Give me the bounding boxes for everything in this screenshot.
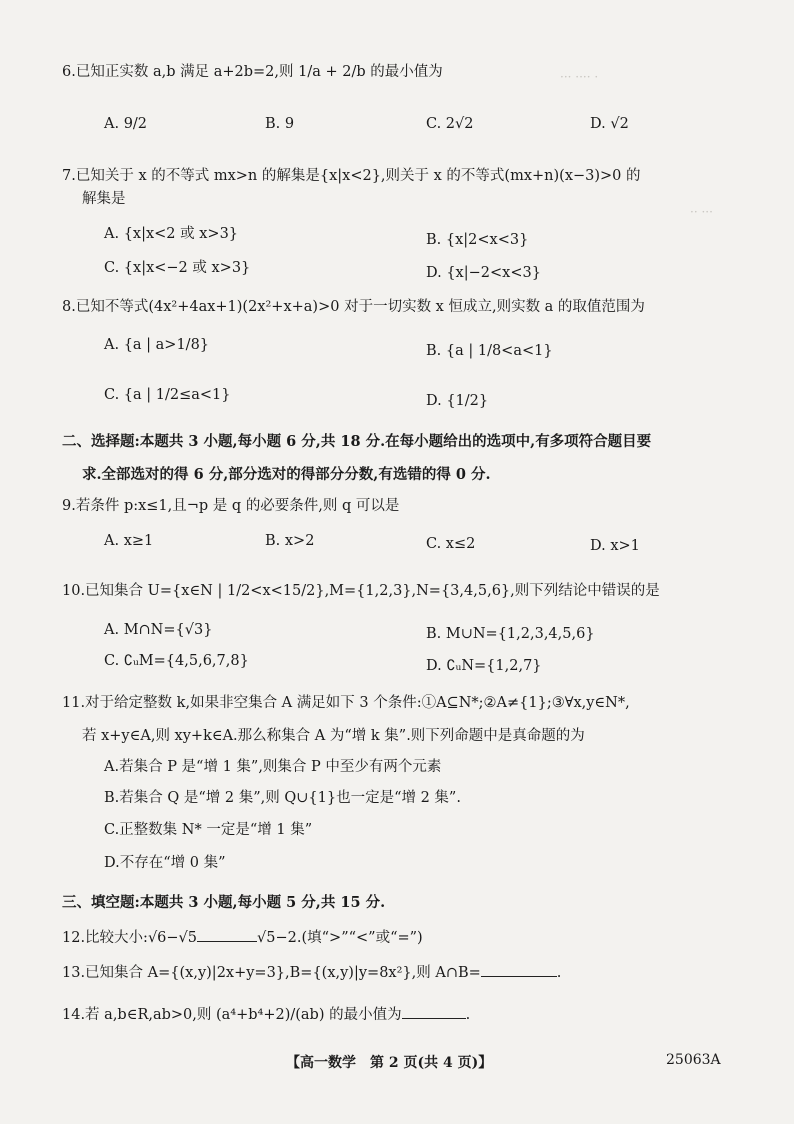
footer-exam-code: 25063A — [666, 1052, 721, 1068]
q12-stem-post: √5−2.(填“>”“<”或“=”) — [257, 930, 423, 946]
bleed-through-mark: ··· ···· · — [560, 70, 599, 84]
q8-option-a: A. {a | a>1/8} — [104, 337, 210, 353]
q11-option-b: B.若集合 Q 是“增 2 集”,则 Q∪{1}也一定是“增 2 集”. — [104, 790, 461, 806]
q7-stem-line1: 7.已知关于 x 的不等式 mx>n 的解集是{x|x<2},则关于 x 的不等式(mx+n)(x−3)>0 的 — [62, 168, 641, 184]
q13-stem — [62, 962, 561, 983]
q6-option-c: C. 2√2 — [426, 116, 474, 132]
q9-stem: 9.若条件 p:x≤1,且¬p 是 q 的必要条件,则 q 可以是 — [62, 498, 400, 514]
q9-option-a: A. x≥1 — [104, 533, 154, 549]
q9-option-b: B. x>2 — [265, 533, 315, 549]
q12-stem-pre: 12.比较大小:√6−√5 — [62, 930, 198, 946]
q10-option-a: A. M∩N={√3} — [104, 622, 213, 638]
q11-option-d: D.不存在“增 0 集” — [104, 855, 226, 871]
q8-option-c: C. {a | 1/2≤a<1} — [104, 387, 231, 403]
q7-option-d: D. {x|−2<x<3} — [426, 265, 541, 281]
q8-stem: 8.已知不等式(4x²+4ax+1)(2x²+x+a)>0 对于一切实数 x 恒成立,则实数 a 的取值范围为 — [62, 299, 645, 315]
q13-answer-blank[interactable] — [481, 962, 557, 977]
q14-stem-pre: 14.若 a,b∈R,ab>0,则 (a⁴+b⁴+2)/(ab) 的最小值为 — [62, 1007, 402, 1023]
q7-stem-line2: 解集是 — [82, 191, 126, 207]
q14-answer-blank[interactable] — [402, 1004, 466, 1019]
q7-option-c: C. {x|x<−2 或 x>3} — [104, 260, 251, 276]
q10-option-b: B. M∪N={1,2,3,4,5,6} — [426, 626, 595, 642]
q11-stem-line1: 11.对于给定整数 k,如果非空集合 A 满足如下 3 个条件:①A⊆N*;②A≠{1};③∀x,y∈N*, — [62, 695, 630, 711]
q10-option-d: D. ∁ᵤN={1,2,7} — [426, 658, 542, 674]
q10-stem: 10.已知集合 U={x∈N | 1/2<x<15/2},M={1,2,3},N={3,4,5,6},则下列结论中错误的是 — [62, 583, 660, 599]
footer-page-label: 【高一数学 第 2 页(共 4 页)】 — [286, 1055, 493, 1071]
q11-option-c: C.正整数集 N* 一定是“增 1 集” — [104, 822, 313, 838]
q11-option-a: A.若集合 P 是“增 1 集”,则集合 P 中至少有两个元素 — [104, 759, 442, 775]
q12-stem — [62, 927, 423, 948]
q6-option-b: B. 9 — [265, 116, 295, 132]
q6-option-a: A. 9/2 — [104, 116, 148, 132]
q11-stem-line2: 若 x+y∈A,则 xy+k∈A.那么称集合 A 为“增 k 集”.则下列命题中是真命题的为 — [82, 728, 585, 744]
section2-heading-line1: 二、选择题:本题共 3 小题,每小题 6 分,共 18 分.在每小题给出的选项中,有多项符合题目要 — [62, 433, 652, 450]
q13-stem-pre: 13.已知集合 A={(x,y)|2x+y=3},B={(x,y)|y=8x²},则 A∩B= — [62, 965, 481, 981]
q12-answer-blank[interactable] — [197, 927, 257, 942]
q13-stem-post: . — [556, 965, 562, 981]
q9-option-c: C. x≤2 — [426, 536, 476, 552]
q14-stem — [62, 1004, 470, 1025]
q7-option-b: B. {x|2<x<3} — [426, 232, 529, 248]
section2-heading-line2: 求.全部选对的得 6 分,部分选对的得部分分数,有选错的得 0 分. — [82, 466, 491, 483]
q14-stem-post: . — [465, 1007, 471, 1023]
section3-heading: 三、填空题:本题共 3 小题,每小题 5 分,共 15 分. — [62, 894, 386, 911]
q10-option-c: C. ∁ᵤM={4,5,6,7,8} — [104, 653, 249, 669]
q6-stem: 6.已知正实数 a,b 满足 a+2b=2,则 1/a + 2/b 的最小值为 — [62, 64, 443, 80]
bleed-through-mark: ·· ··· — [690, 205, 713, 219]
q8-option-b: B. {a | 1/8<a<1} — [426, 343, 553, 359]
q9-option-d: D. x>1 — [590, 538, 640, 554]
q8-option-d: D. {1/2} — [426, 393, 489, 409]
q6-option-d: D. √2 — [590, 116, 629, 132]
q7-option-a: A. {x|x<2 或 x>3} — [104, 226, 239, 242]
